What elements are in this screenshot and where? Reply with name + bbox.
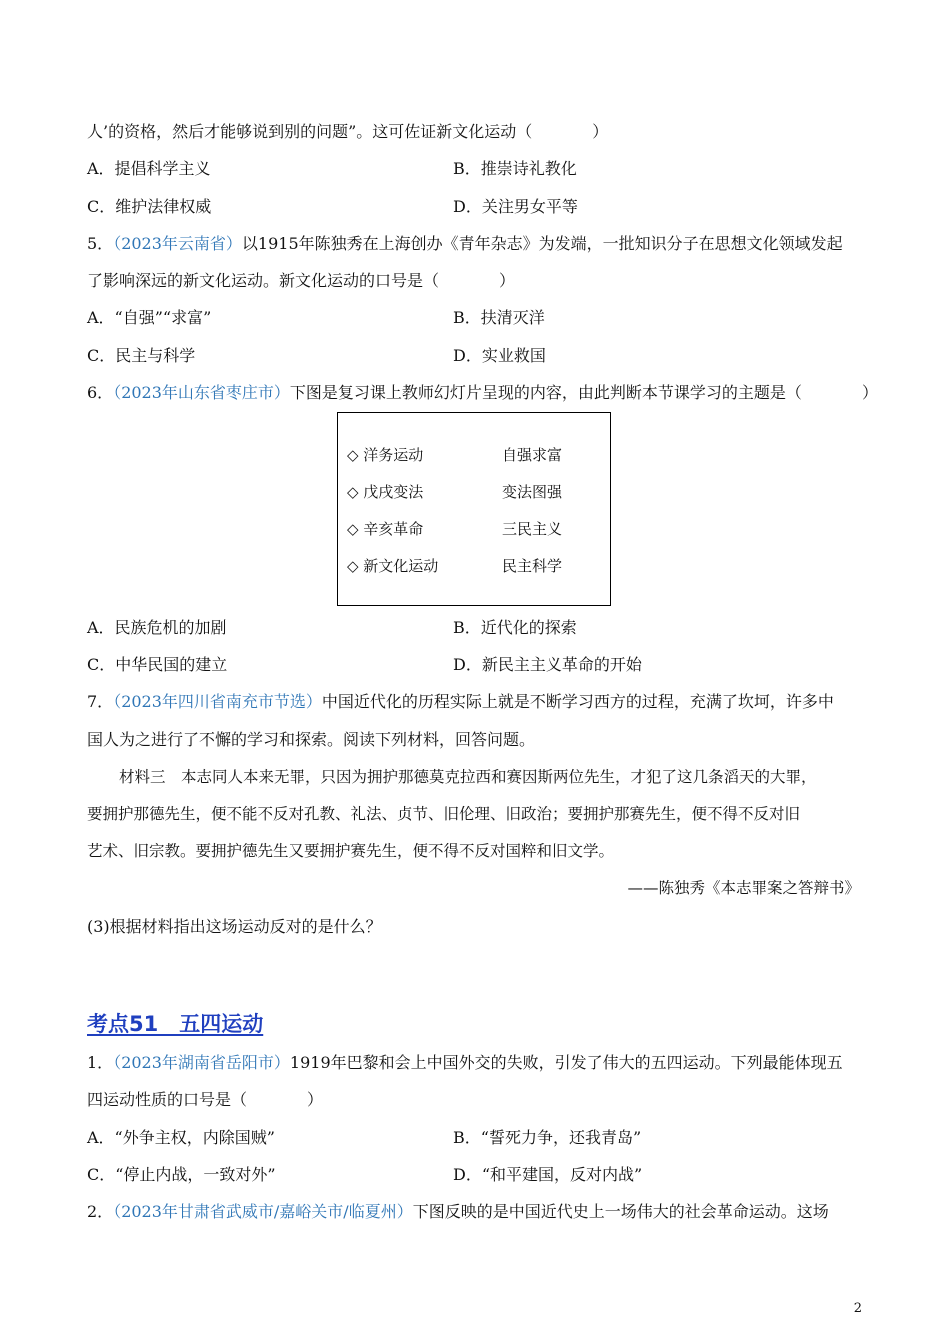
q4-stem: 人’的资格，然后才能够说到别的问题”。这可佐证新文化运动（ ） [87,122,609,141]
q5-stem-line2: 了影响深远的新文化运动。新文化运动的口号是（ ） [87,271,516,290]
q7-stem-line1: 7．（2023年四川省南充市节选）中国近代化的历程实际上就是不断学习西方的过程，充满了坎坷，许多中 [87,692,834,711]
slide-event: ◇ 洋务运动 [347,446,424,464]
q4-option-a: A．提倡科学主义 [87,159,211,178]
slide-event: ◇ 辛亥革命 [347,520,424,538]
q7-material-line: 材料三 本志同人本来无罪，只因为拥护那德莫克拉西和赛因斯两位先生，才犯了这几条滔天的大罪， [119,768,817,786]
q7-material-line: 要拥护那德先生，便不能不反对孔教、礼法、贞节、旧伦理、旧政治；要拥护那赛先生，便不得不反对旧 [87,805,801,823]
slide-event: ◇ 新文化运动 [347,557,439,575]
q7-source: （2023年四川省南充市节选） [113,692,322,711]
q7-material-line: 艺术、旧宗教。要拥护德先生又要拥护赛先生，便不得不反对国粹和旧文学。 [87,842,615,860]
s1-option-b: B．“誓死力争，还我青岛” [453,1128,642,1147]
q7-attribution: ——陈独秀《本志罪案之答辩书》 [627,879,860,897]
section-title: 考点51 五四运动 [87,1012,264,1036]
q5-stem-line1: 5．（2023年云南省）以1915年陈独秀在上海创办《青年杂志》为发端，一批知识分子在思想文化领域发起 [87,234,843,253]
q6-source: （2023年山东省枣庄市） [113,383,290,402]
q6-option-c: C．中华民国的建立 [87,655,228,674]
slide-slogan: 变法图强 [502,483,563,501]
q6-option-d: D．新民主主义革命的开始 [453,655,642,674]
q6-option-a: A．民族危机的加剧 [87,618,227,637]
s1-option-c: C．“停止内战，一致对外” [87,1165,276,1184]
s1-option-d: D．“和平建国，反对内战” [453,1165,643,1184]
q7-subquestion: (3)根据材料指出这场运动反对的是什么？ [87,917,382,936]
q5-option-d: D．实业救国 [453,346,546,365]
q5-option-c: C．民主与科学 [87,346,196,365]
slide-event: ◇ 戊戌变法 [347,483,424,501]
s1-source: （2023年湖南省岳阳市） [113,1053,290,1072]
q4-option-d: D．关注男女平等 [453,197,578,216]
q7-stem-line2: 国人为之进行了不懈的学习和探索。阅读下列材料，回答问题。 [87,730,536,749]
q5-source: （2023年云南省） [113,234,242,253]
q5-option-b: B．扶清灭洋 [453,308,545,327]
s1-option-a: A．“外争主权，内除国贼” [87,1128,275,1147]
q5-option-a: A．“自强”“求富” [87,308,212,327]
s1-stem-line2: 四运动性质的口号是（ ） [87,1090,324,1109]
q4-option-c: C．维护法律权威 [87,197,212,216]
s2-source: （2023年甘肃省武威市/嘉峪关市/临夏州） [113,1202,413,1221]
q4-option-b: B．推崇诗礼教化 [453,159,577,178]
s2-stem: 2．（2023年甘肃省武威市/嘉峪关市/临夏州）下图反映的是中国近代史上一场伟大的社会革命运动。这场 [87,1202,829,1221]
slide-slogan: 自强求富 [502,446,563,464]
s1-stem-line1: 1．（2023年湖南省岳阳市）1919年巴黎和会上中国外交的失败，引发了伟大的五四运动。下列最能体现五 [87,1053,843,1072]
q6-option-b: B．近代化的探索 [453,618,577,637]
q6-stem: 6．（2023年山东省枣庄市）下图是复习课上教师幻灯片呈现的内容，由此判断本节课学习的主题是（ ） [87,383,878,402]
slide-slogan: 民主科学 [502,557,563,575]
page-number: 2 [853,1301,862,1316]
slide-figure [337,412,611,606]
slide-slogan: 三民主义 [502,520,563,538]
